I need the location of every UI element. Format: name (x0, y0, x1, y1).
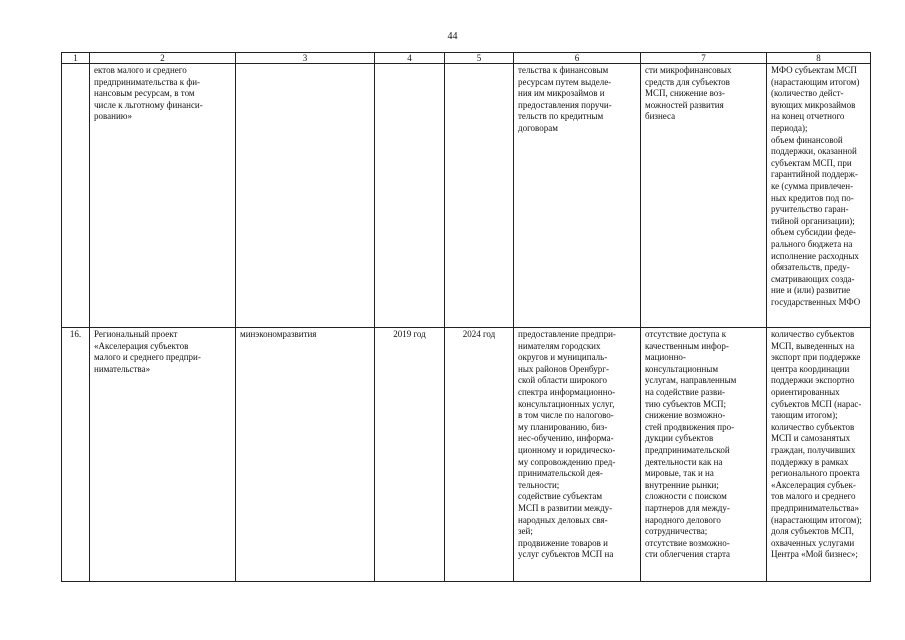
column-header: 5 (445, 53, 514, 64)
column-header: 4 (375, 53, 445, 64)
executor (236, 64, 375, 328)
page-number: 44 (447, 31, 458, 42)
end-year: 2024 год (445, 328, 514, 582)
start-year: 2019 год (375, 328, 445, 582)
expected-result: тельства к финансовым ресурсам путем выделе- ния им микрозаймов и предоставления поручи- тельств по кредитным договорам (514, 64, 641, 328)
project-name: Региональный проект «Акселерация субъектов малого и среднего предпри- нимательства» (90, 328, 236, 582)
executor: минэкономразвития (236, 328, 375, 582)
column-header: 7 (641, 53, 767, 64)
column-header: 6 (514, 53, 641, 64)
project-name: ектов малого и среднего предпринимательства к фи- нансовым ресурсам, в том числе к льготному финанси- рованию» (90, 64, 236, 328)
expected-result: предоставление предпри- нимателям городских округов и муниципаль- ных районов Оренбург- ской области широкого спектра информационно- консультационных услуг, в том числе по налогово- му планированию, биз- нес-обучению, информа- ционному и юридическо- му сопровождению пред- принимательской дея- тельности; содействие субъектам МСП в развитии между- народных деловых свя- зей; продвижение товаров и услуг субъектов МСП на (514, 328, 641, 582)
column-header: 8 (767, 53, 871, 64)
data-table (61, 52, 871, 582)
table-row (62, 328, 871, 582)
table-header-row (62, 53, 871, 64)
table-row (62, 64, 871, 328)
end-year (445, 64, 514, 328)
column-header: 2 (90, 53, 236, 64)
non-implementation-consequence: сти микрофинансовых средств для субъектов МСП, снижение воз- можностей развития бизнеса (641, 64, 767, 328)
row-number (62, 64, 90, 328)
column-header: 1 (62, 53, 90, 64)
non-implementation-consequence: отсутствие доступа к качественным инфор- мационно- консультационным услугам, направленным на содействие разви- тию субъектов МСП; снижение возможно- стей продвижения про- дукции субъектов предпринимательской деятельности как на мировые, так и на внутренние рынки; сложности с поиском партнеров для между- народного делового сотрудничества; отсутствие возможно- сти облегчения старта (641, 328, 767, 582)
indicator: количество субъектов МСП, выведенных на экспорт при поддержке центра координации поддержки экспортно ориентированных субъектов МСП (нарас- тающим итогом); количество субъектов МСП и самозанятых граждан, получивших поддержку в рамках регионального проекта «Акселерация субъек- тов малого и среднего предпринимательства» (нарастающим итогом); доля субъектов МСП, охваченных услугами Центра «Мой бизнес»; (767, 328, 871, 582)
start-year (375, 64, 445, 328)
column-header: 3 (236, 53, 375, 64)
indicator: МФО субъектам МСП (нарастающим итогом) (количество дейст- вующих микрозаймов на конец отчетного периода); объем финансовой поддержки, оказанной субъектам МСП, при гарантийной поддерж- ке (сумма привлечен- ных кредитов под по- ручительство гаран- тийной организации); объем субсидии феде- рального бюджета на исполнение расходных обязательств, преду- сматривающих созда- ние и (или) развитие государственных МФО (767, 64, 871, 328)
row-number: 16. (62, 328, 90, 582)
